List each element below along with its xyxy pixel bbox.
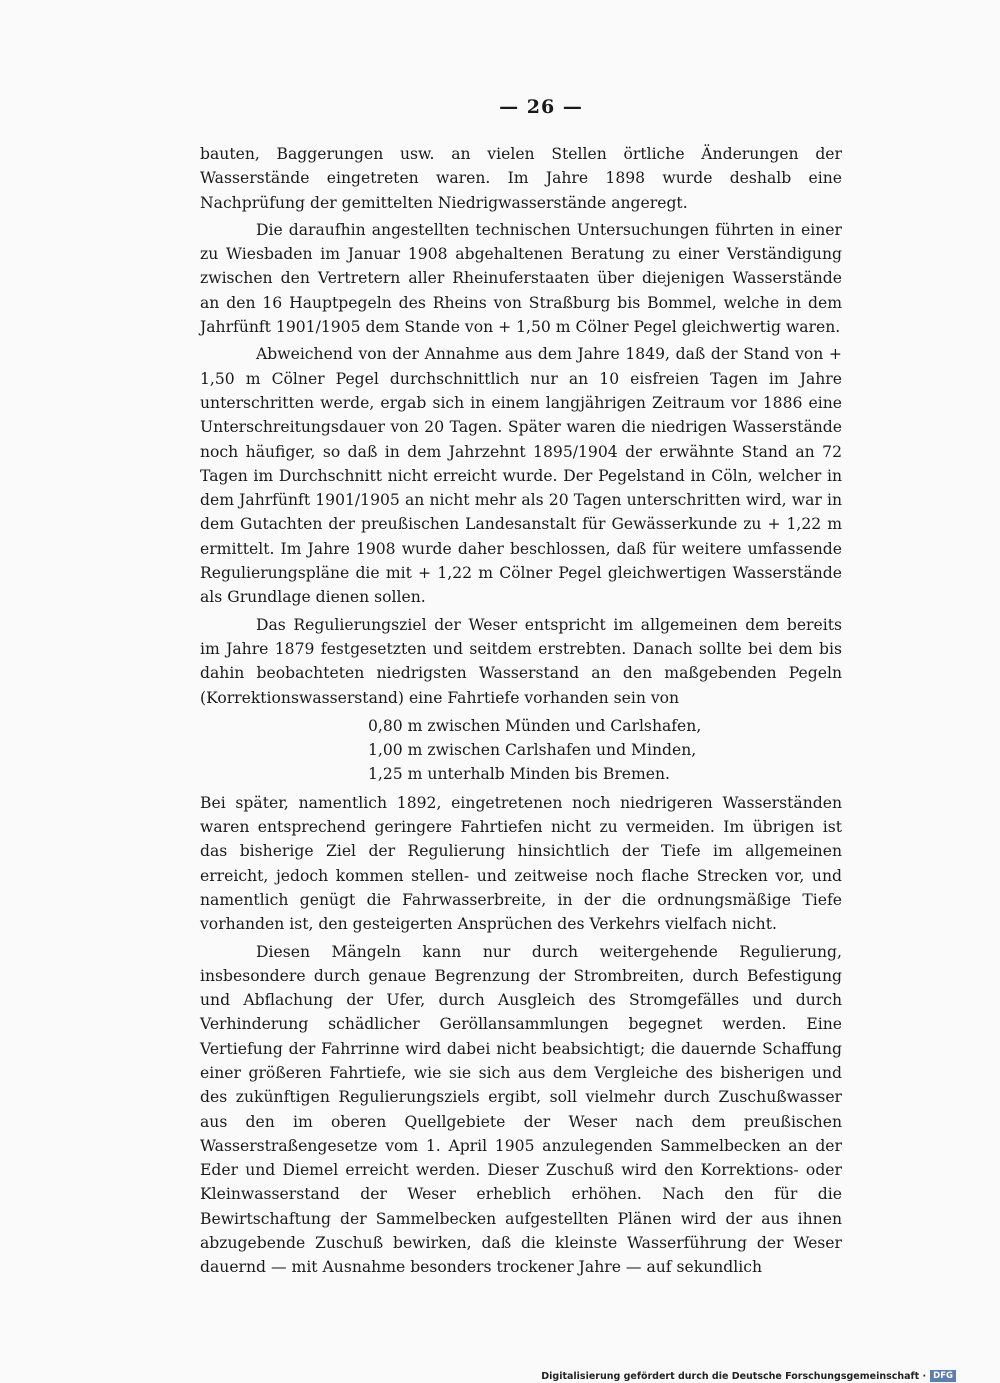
list-item: 0,80 m zwischen Münden und Carlshafen,: [368, 716, 702, 735]
dfg-logo-icon: DFG: [930, 1370, 956, 1382]
paragraph-2: Die daraufhin angestellten technischen Untersuchungen führten in einer zu Wiesbaden im Januar 1908 abgehaltenen Beratung zu einer Verständigung zwischen den Vertretern aller Rheinuferstaaten über diejenigen Wasserstände an den 16 Hauptpegeln des Rheins von Straßburg bis Bommel, welche in dem Jahrfünft 1901/1905 dem Stande von + 1,50 m Cölner Pegel gleichwertig waren.: [200, 220, 842, 337]
paragraph-5: Bei später, namentlich 1892, eingetretenen noch niedrigeren Wasserständen waren entsprechend geringere Fahrtiefen nicht zu vermeiden. Im übrigen ist das bisherige Ziel der Regulierung hinsichtlich der Tiefe im allgemeinen erreicht, jedoch kommen stellen- und zeitweise noch flache Strecken vor, und namentlich genügt die Fahrwasserbreite, in der die ordnungsmäßige Tiefe vorhanden ist, den gesteigerten Ansprüchen des Verkehrs vielfach nicht.: [200, 793, 842, 934]
paragraph-3: Abweichend von der Annahme aus dem Jahre 1849, daß der Stand von + 1,50 m Cölner Pegel durchschnittlich nur an 10 eisfreien Tagen im Jahre unterschritten werde, ergab sich in einem langjährigen Zeitraum vor 1886 eine Unterschreitungsdauer von 20 Tagen. Später waren die niedrigen Wasserstände noch häufiger, so daß in dem Jahrzehnt 1895/1904 der erwähnte Stand an 72 Tagen im Durchschnitt nicht erreicht wurde. Der Pegelstand in Cöln, welcher in dem Jahrfünft 1901/1905 an nicht mehr als 20 Tagen unterschritten wird, war in dem Gutachten der preußischen Landesanstalt für Gewässerkunde zu + 1,22 m ermittelt. Im Jahre 1908 wurde daher beschlossen, daß für weitere umfassende Regulierungspläne die mit + 1,22 m Cölner Pegel gleichwertigen Wasserstände als Grundlage dienen sollen.: [200, 345, 842, 607]
footer-text: Digitalisierung gefördert durch die Deutsche Forschungsgemeinschaft ·: [541, 1370, 927, 1382]
page-number: — 26 —: [499, 96, 583, 118]
paragraph-6: Diesen Mängeln kann nur durch weitergehende Regulierung, insbesondere durch genaue Begrenzung der Strombreiten, durch Befestigung und Abflachung der Ufer, durch Ausgleich des Stromgefälles und durch Verhinderung schädlicher Geröllansammlungen begegnet werden. Eine Vertiefung der Fahrrinne wird dabei nicht beabsichtigt; die dauernde Schaffung einer größeren Fahrtiefe, wie sie sich aus dem Vergleiche des bisherigen und des zukünftigen Regulierungsziels ergibt, soll vielmehr durch Zuschußwasser aus den im oberen Quellgebiete der Weser nach dem preußischen Wasserstraßengesetze vom 1. April 1905 anzulegenden Sammelbecken an der Eder und Diemel erreicht werden. Dieser Zuschuß wird den Korrektions- oder Kleinwasserstand der Weser erheblich erhöhen. Nach den für die Bewirtschaftung der Sammelbecken aufgestellten Plänen wird der aus ihnen abzugebende Zuschuß bewirken, daß die kleinste Wasserführung der Weser dauernd — mit Ausnahme besonders trockener Jahre — auf sekundlich: [200, 942, 842, 1277]
list-item: 1,25 m unterhalb Minden bis Bremen.: [368, 765, 671, 784]
document-page: [200, 96, 842, 1283]
footer-credit: [541, 1370, 956, 1382]
list-item: 1,00 m zwischen Carlshafen und Minden,: [368, 741, 697, 760]
paragraph-4: Das Regulierungsziel der Weser entspricht im allgemeinen dem bereits im Jahre 1879 festgesetzten und seitdem erstrebten. Danach sollte bei dem bis dahin beobachteten niedrigsten Wasserstand an den maßgebenden Pegeln (Korrektionswasserstand) eine Fahrtiefe vorhanden sein von: [200, 615, 842, 707]
paragraph-1: bauten, Baggerungen usw. an vielen Stellen örtliche Änderungen der Wasserstände eingetreten waren. Im Jahre 1898 wurde deshalb eine Nachprüfung der gemittelten Niedrigwasserstände angeregt.: [200, 145, 842, 212]
depth-list: [368, 714, 842, 787]
